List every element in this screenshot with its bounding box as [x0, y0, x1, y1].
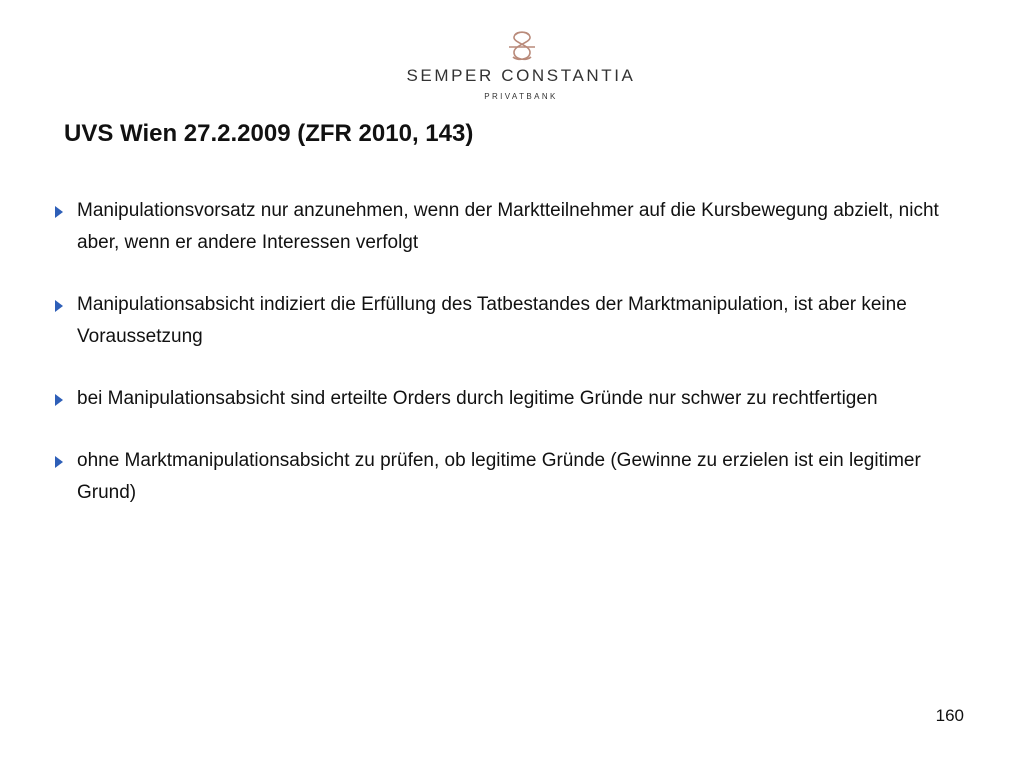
bullet-item — [55, 383, 970, 415]
bullet-text: Manipulationsvorsatz nur anzunehmen, wenn der Marktteilnehmer auf die Kursbewegung abzielt, nicht aber, wenn er andere Interessen verfolgt — [77, 200, 939, 253]
bullet-text: ohne Marktmanipulationsabsicht zu prüfen, ob legitime Gründe (Gewinne zu erzielen ist ein legitimer Grund) — [77, 450, 921, 503]
bullet-list — [55, 195, 970, 539]
slide-title: UVS Wien 27.2.2009 (ZFR 2010, 143) — [64, 120, 474, 147]
logo-monogram-icon — [505, 30, 539, 66]
logo-subtitle: PRIVATBANK — [484, 92, 558, 101]
triangle-right-icon — [55, 300, 63, 312]
page-number: 160 — [935, 706, 964, 725]
bullet-text: bei Manipulationsabsicht sind erteilte Orders durch legitime Gründe nur schwer zu rechtfertigen — [77, 388, 878, 409]
bullet-item — [55, 445, 970, 509]
triangle-right-icon — [55, 394, 63, 406]
logo-name: SEMPER CONSTANTIA — [406, 66, 636, 85]
triangle-right-icon — [55, 456, 63, 468]
bullet-item — [55, 195, 970, 259]
bullet-item — [55, 289, 970, 353]
bank-logo — [0, 30, 1024, 110]
bullet-text: Manipulationsabsicht indiziert die Erfüllung des Tatbestandes der Marktmanipulation, ist aber keine Voraussetzung — [77, 294, 907, 347]
triangle-right-icon — [55, 206, 63, 218]
